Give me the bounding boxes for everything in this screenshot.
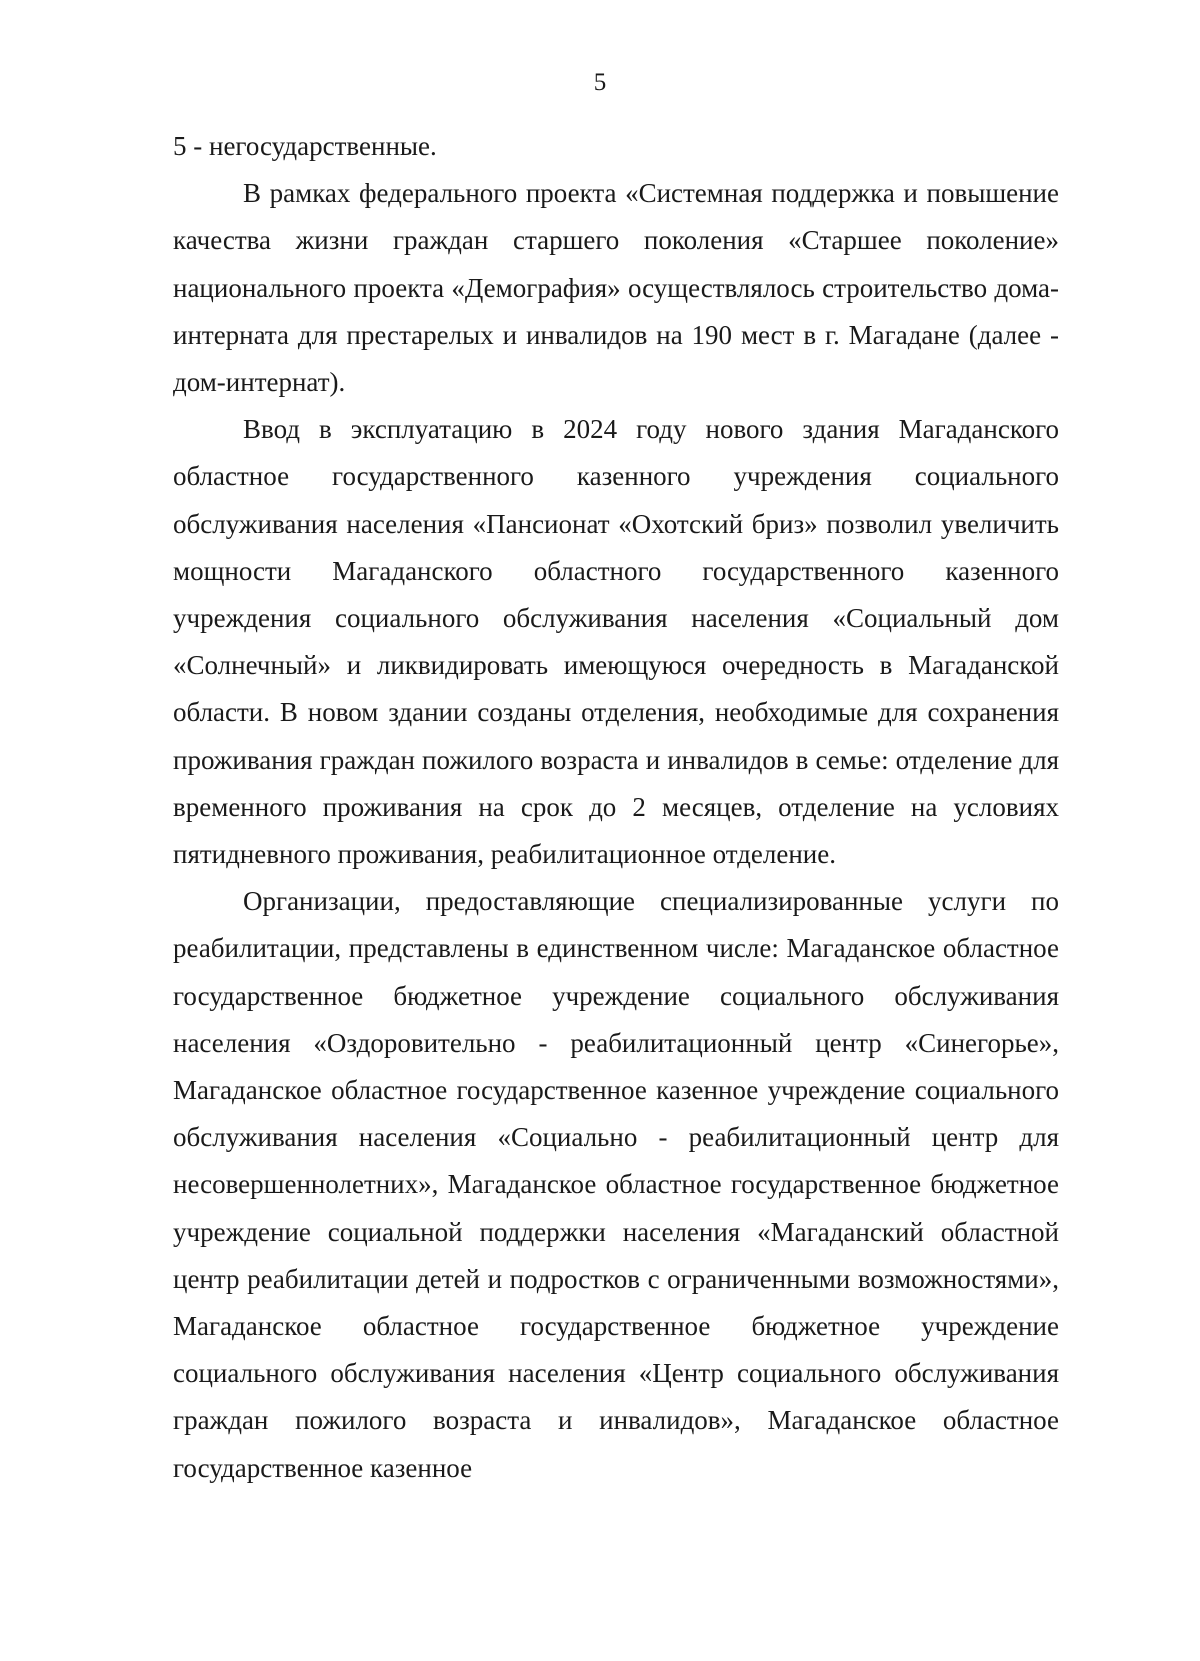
paragraph-4: Организации, предоставляющие специализированные услуги по реабилитации, представлены в единственном числе: Магаданское областное государственное бюджетное учреждение социального обслуживания населения «Оздоровительно - реабилитационный центр «Синегорье», Магаданское областное государственное казенное учреждение социального обслуживания населения «Социально - реабилитационный центр для несовершеннолетних», Магаданское областное государственное бюджетное учреждение социальной поддержки населения «Магаданский областной центр реабилитации детей и подростков с ограниченными возможностями», Магаданское областное государственное бюджетное учреждение социального обслуживания населения «Центр социального обслуживания граждан пожилого возраста и инвалидов», Магаданское областное государственное казенное: [173, 886, 1059, 1483]
page-number: 5: [593, 69, 607, 96]
document-body: [173, 123, 1059, 1492]
paragraph-1: 5 - негосударственные.: [173, 131, 437, 161]
paragraph-3: Ввод в эксплуатацию в 2024 году нового здания Магаданского областное государственного казенного учреждения социального обслуживания населения «Пансионат «Охотский бриз» позволил увеличить мощности Магаданского областного государственного казенного учреждения социального обслуживания населения «Социальный дом «Солнечный» и ликвидировать имеющуюся очередность в Магаданской области. В новом здании созданы отделения, необходимые для сохранения проживания граждан пожилого возраста и инвалидов в семье: отделение для временного проживания на срок до 2 месяцев, отделение на условиях пятидневного проживания, реабилитационное отделение.: [173, 414, 1059, 870]
paragraph-2: В рамках федерального проекта «Системная поддержка и повышение качества жизни граждан старшего поколения «Старшее поколение» национального проекта «Демография» осуществлялось строительство дома-интерната для престарелых и инвалидов на 190 мест в г. Магадане (далее - дом-интернат).: [173, 178, 1059, 398]
